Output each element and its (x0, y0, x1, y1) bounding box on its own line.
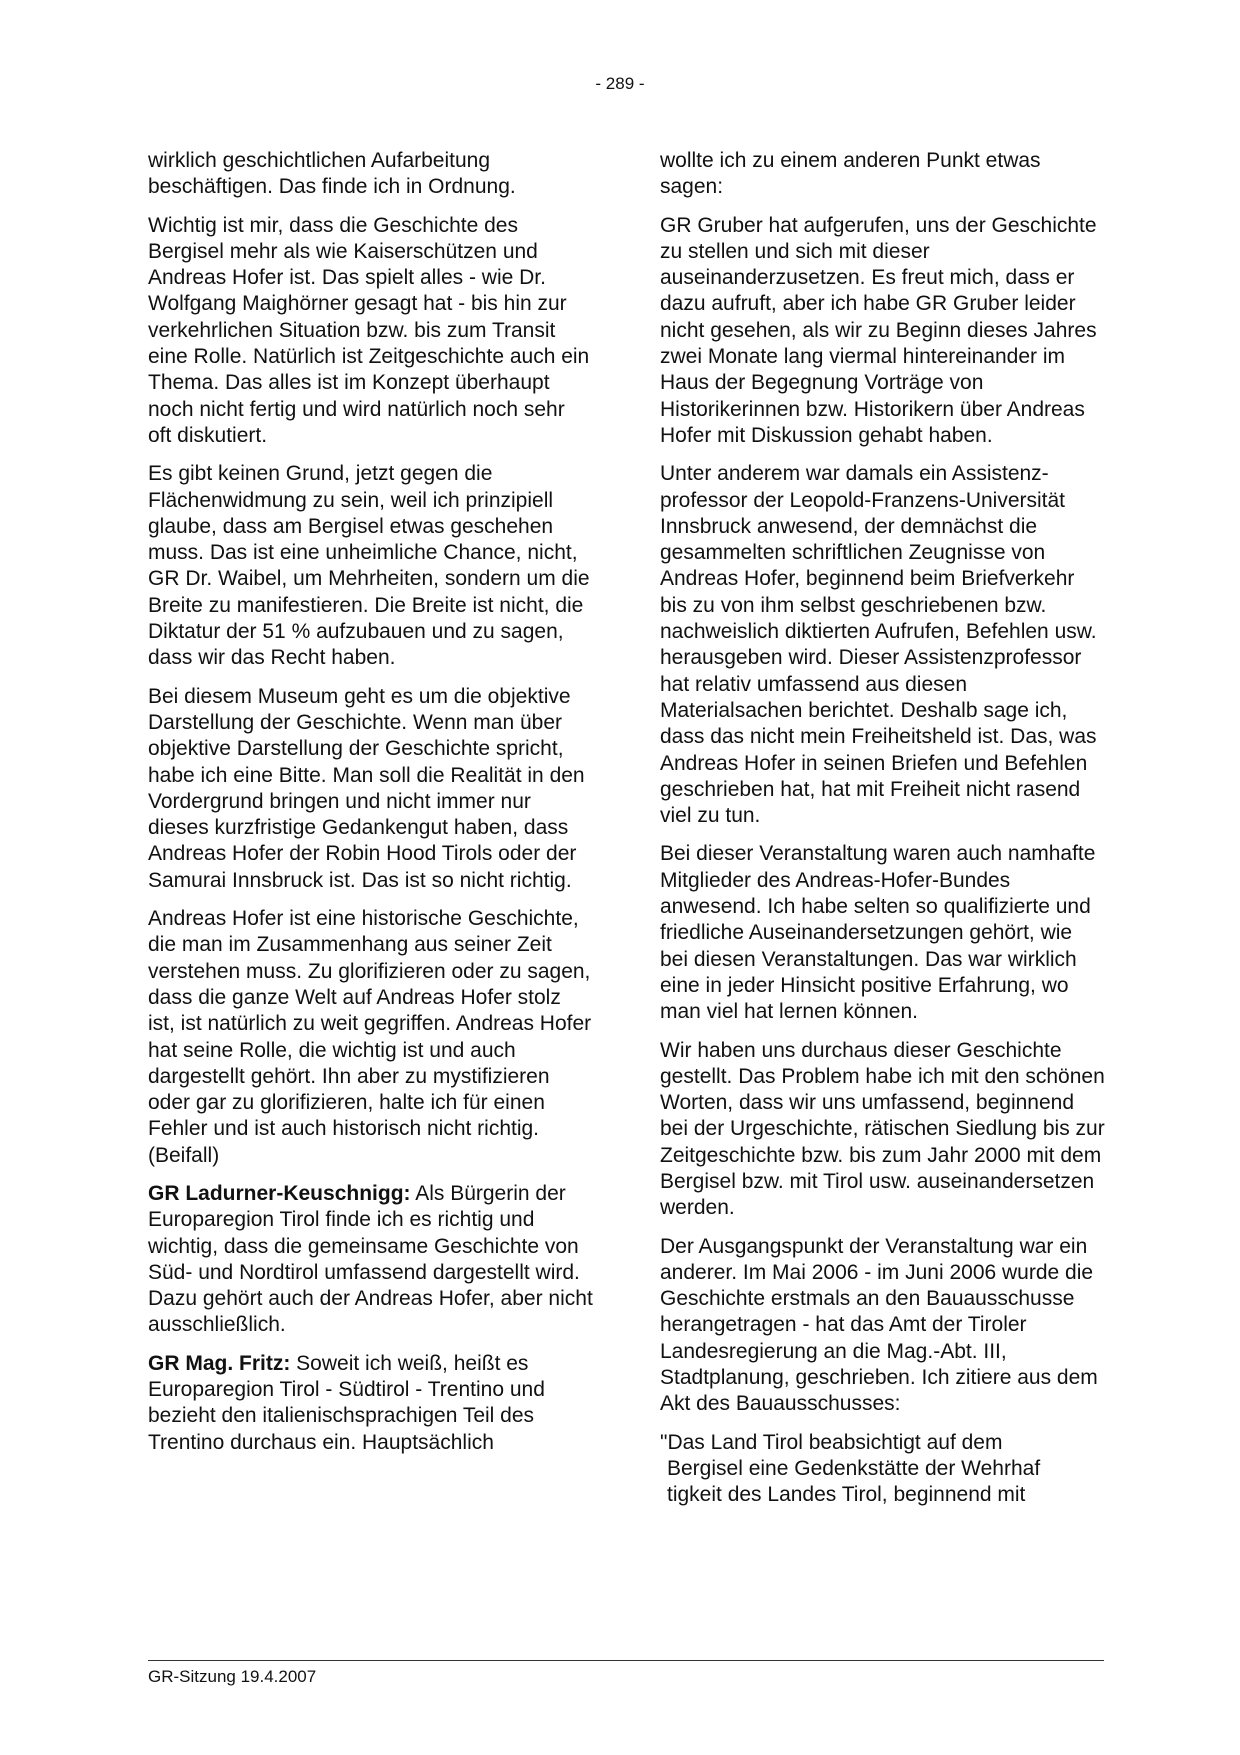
quote-line: "Das Land Tirol beabsichtigt auf dem (660, 1430, 1003, 1454)
left-column (148, 148, 593, 1468)
speaker-paragraph (148, 1181, 593, 1339)
paragraph: Andreas Hofer ist eine historische Geschichte, die man im Zusammenhang aus seiner Zeit verstehen muss. Zu glorifizieren oder zu sagen, dass die ganze Welt auf Andreas Hofer stolz ist, ist natürlich zu weit gegriffen. Andreas Hofer hat seine Rolle, die wichtig ist und auch dargestellt gehört. Ihn aber zu mystifizieren oder gar zu glorifizieren, halte ich für einen Fehler und ist auch historisch nicht richtig. (Beifall) (148, 907, 592, 1167)
paragraph: wirklich geschichtlichen Aufarbeitung beschäftigen. Das finde ich in Ordnung. (148, 149, 516, 199)
speaker-text: Soweit ich weiß, heißt es Europaregion Tirol - Südtirol - Trentino und bezieht den italienischsprachigen Teil des Trentino durchaus ein. Hauptsächlich (148, 1351, 545, 1454)
paragraph: Wir haben uns durchaus dieser Geschichte gestellt. Das Problem habe ich mit den schönen Worten, dass wir uns umfassend, beginnend bei der Urgeschichte, rätischen Siedlung bis zur Zeitgeschichte bzw. bis zum Jahr 2000 mit dem Bergisel bzw. mit Tirol usw. auseinandersetzen werden. (660, 1038, 1105, 1220)
quote-line: tigkeit des Landes Tirol, beginnend mit (667, 1483, 1026, 1507)
paragraph: Wichtig ist mir, dass die Geschichte des Bergisel mehr als wie Kaiserschützen und Andreas Hofer ist. Das spielt alles - wie Dr. Wolfgang Maighörner gesagt hat - bis hin zur verkehrlichen Situation bzw. bis zum Transit eine Rolle. Natürlich ist Zeitgeschichte auch ein Thema. Das alles ist im Konzept überhaupt noch nicht fertig und wird natürlich noch sehr oft diskutiert. (148, 213, 590, 447)
paragraph: GR Gruber hat aufgerufen, uns der Geschichte zu stellen und sich mit dieser auseinanderzusetzen. Es freut mich, dass er dazu aufruft, aber ich habe GR Gruber leider nicht gesehen, als wir zu Beginn dieses Jahres zwei Monate lang viermal hintereinander im Haus der Begegnung Vorträge von Historikerinnen bzw. Historikern über Andreas Hofer mit Diskussion gehabt haben. (660, 213, 1097, 447)
quote-block (660, 1430, 1105, 1509)
paragraph: Unter anderem war damals ein Assistenzprofessor der Leopold-Franzens-Universität Innsbruck anwesend, der demnächst die gesammelten schriftlichen Zeugnisse von Andreas Hofer, beginnend beim Briefverkehr bis zu von ihm selbst geschriebenen bzw. nachweislich diktierten Aufrufen, Befehlen usw. herausgeben wird. Dieser Assistenzprofessor hat relativ umfassend aus diesen Materialsachen berichtet. Deshalb sage ich, dass das nicht mein Freiheitsheld ist. Das, was Andreas Hofer in seinen Briefen und Befehlen geschrieben hat, hat mit Freiheit nicht rasend viel zu tun. (660, 462, 1097, 828)
speaker-text: Als Bürgerin der Europaregion Tirol finde ich es richtig und wichtig, dass die gemeinsame Geschichte von Süd- und Nordtirol umfassend dargestellt wird. Dazu gehört auch der Andreas Hofer, aber nicht ausschließlich. (148, 1181, 593, 1337)
speaker-paragraph (148, 1351, 593, 1456)
quote-line: Bergisel eine Gedenkstätte der Wehrhaf (667, 1456, 1041, 1480)
paragraph: wollte ich zu einem anderen Punkt etwas sagen: (660, 149, 1041, 199)
right-column (660, 148, 1105, 1521)
page-number: - 289 - (595, 74, 645, 93)
paragraph: Bei dieser Veranstaltung waren auch namhafte Mitglieder des Andreas-Hofer-Bundes anwesend. Ich habe selten so qualifizierte und friedliche Auseinandersetzungen gehört, wie bei diesen Veranstaltungen. Das war wirklich eine in jeder Hinsicht positive Erfahrung, wo man viel hat lernen können. (660, 842, 1096, 1024)
paragraph: Bei diesem Museum geht es um die objektive Darstellung der Geschichte. Wenn man über objektive Darstellung der Geschichte spricht, habe ich eine Bitte. Man soll die Realität in den Vordergrund bringen und nicht immer nur dieses kurzfristige Gedankengut haben, dass Andreas Hofer der Robin Hood Tirols oder der Samurai Innsbruck ist. Das ist so nicht richtig. (148, 684, 585, 892)
footer-divider (148, 1660, 1104, 1661)
paragraph: Der Ausgangspunkt der Veranstaltung war ein anderer. Im Mai 2006 - im Juni 2006 wurde die Geschichte erstmals an den Bauausschusse herangetragen - hat das Amt der Tiroler Landesregierung an die Mag.-Abt. III, Stadtplanung, geschrieben. Ich zitiere aus dem Akt des Bauausschusses: (660, 1234, 1098, 1416)
footer-session-label: GR-Sitzung 19.4.2007 (148, 1667, 317, 1686)
paragraph: Es gibt keinen Grund, jetzt gegen die Flächenwidmung zu sein, weil ich prinzipiell glaube, dass am Bergisel etwas geschehen muss. Das ist eine unheimliche Chance, nicht, GR Dr. Waibel, um Mehrheiten, sondern um die Breite zu manifestieren. Die Breite ist nicht, die Diktatur der 51 % aufzubauen und zu sagen, dass wir das Recht haben. (148, 462, 590, 670)
speaker-name: GR Ladurner-Keuschnigg: (148, 1181, 411, 1205)
speaker-name: GR Mag. Fritz: (148, 1351, 291, 1375)
